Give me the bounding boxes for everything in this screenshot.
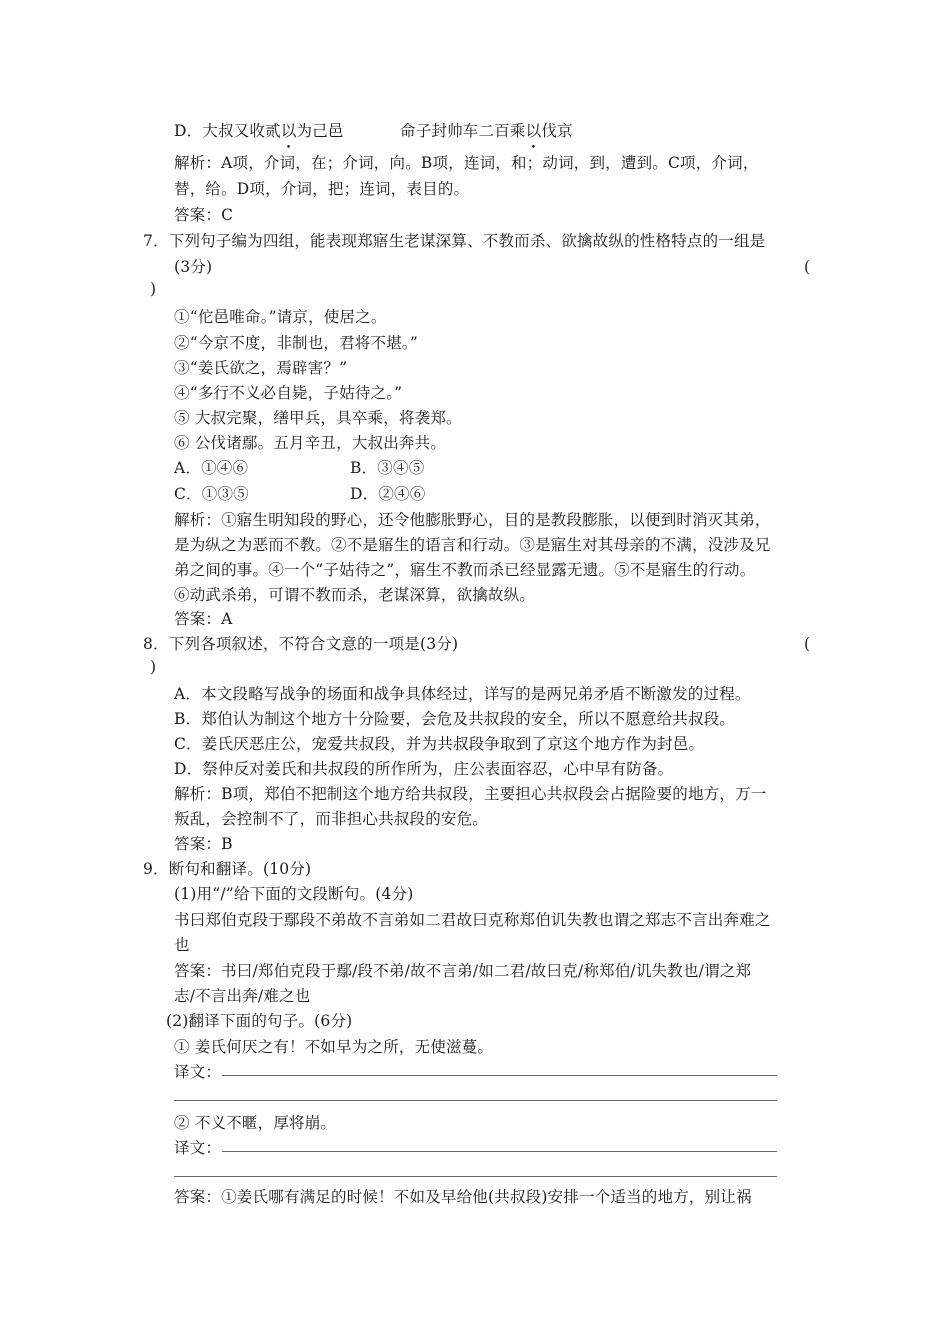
q7-option-c: C．①③⑤ <box>174 485 249 503</box>
q8-option: D．祭仲反对姜氏和共叔段的所作所为，庄公表面容忍，心中早有防备。 <box>174 760 674 778</box>
emphasis-dot-word: 以 <box>280 122 297 140</box>
q7-item: ③“姜氏欲之，焉辟害？” <box>174 359 348 377</box>
emphasis-dot-word: 以 <box>525 122 542 140</box>
q7-answer: 答案：A <box>174 610 233 628</box>
q8-option: B．郑伯认为制这个地方十分险要，会危及共叔段的安全，所以不愿意给共叔段。 <box>174 710 736 728</box>
q7-analysis-line: 是为纵之为恶而不教。②不是寤生的语言和行动。③是寤生对其母亲的不满，没涉及兄 <box>174 536 771 554</box>
answer-line[interactable] <box>174 1176 777 1177</box>
translation-label: 译文： <box>174 1139 222 1157</box>
q9-part2-title: (2)翻译下面的句子。(6分) <box>166 1012 353 1030</box>
q7-option-d: D．②④⑥ <box>350 485 426 503</box>
q9-part1-text: 也 <box>174 936 190 954</box>
q7-stem: 7．下列句子编为四组，能表现郑寤生老谋深算、不教而杀、欲擒故纵的性格特点的一组是 <box>143 232 766 250</box>
q9-part2-answer: 答案：①姜氏哪有满足的时候！不如及早给他(共叔段)安排一个适当的地方，别让祸 <box>174 1188 752 1206</box>
answer-line[interactable] <box>222 1075 777 1076</box>
answer-paren-open: ( <box>804 635 811 653</box>
answer-paren-open: ( <box>804 258 811 276</box>
q7-option-b: B．③④⑤ <box>350 459 425 477</box>
q9-part1-answer: 答案：书曰/郑伯克段于鄢/段不弟/故不言弟/如二君/故曰克/称郑伯/讥失教也/谓之郑 <box>174 962 752 980</box>
q7-option-a: A．①④⑥ <box>174 459 249 477</box>
q7-analysis-line: 弟之间的事。④一个“子姑待之”，寤生不教而杀已经显露无遗。⑤不是寤生的行动。 <box>174 561 756 579</box>
translation-label: 译文： <box>174 1063 222 1081</box>
answer-paren-close: ) <box>150 658 157 676</box>
q8-analysis-line: 叛乱，会控制不了，而非担心共叔段的安危。 <box>174 810 489 828</box>
answer-line[interactable] <box>222 1151 777 1152</box>
q6-option-d: D．大叔又收贰以为己邑 <box>174 122 344 140</box>
q8-analysis-line: 解析：B项，郑伯不把制这个地方给共叔段，主要担心共叔段会占据险要的地方，万一 <box>174 785 767 803</box>
q7-item: ⑥ 公伐诸鄢。五月辛丑，大叔出奔共。 <box>174 434 447 452</box>
q7-item: ⑤ 大叔完聚，缮甲兵，具卒乘，将袭郑。 <box>174 409 462 427</box>
q7-analysis-line: 解析：①寤生明知段的野心，还令他膨胀野心，目的是教段膨胀，以便到时消灭其弟， <box>174 511 771 529</box>
q8-option: A．本文段略写战争的场面和战争具体经过，详写的是两兄弟矛盾不断激发的过程。 <box>174 685 751 703</box>
q6-option-d-second: 命子封帅车二百乘以伐京 <box>400 122 573 140</box>
q9-sentence: ① 姜氏何厌之有！不如早为之所，无使滋蔓。 <box>174 1038 494 1056</box>
q7-item: ④“多行不义必自毙，子姑待之。” <box>174 384 403 402</box>
q8-answer: 答案：B <box>174 835 233 853</box>
answer-line[interactable] <box>174 1100 777 1101</box>
q6-analysis-line: 解析：A项，介词，在；介词，向。B项，连词，和；动词，到，遭到。C项，介词， <box>174 154 759 172</box>
q8-stem: 8．下列各项叙述，不符合文意的一项是(3分) <box>143 635 459 653</box>
q7-analysis-line: ⑥动武杀弟，可谓不教而杀，老谋深算，欲擒故纵。 <box>174 586 536 604</box>
q9-sentence: ② 不义不暱，厚将崩。 <box>174 1114 337 1132</box>
q6-answer: 答案：C <box>174 206 234 224</box>
q7-item: ②“今京不度，非制也，君将不堪。” <box>174 334 418 352</box>
q9-part1-title: (1)用“/”给下面的文段断句。(4分) <box>174 885 414 903</box>
answer-paren-close: ) <box>150 280 157 298</box>
q7-item: ①“佗邑唯命。”请京，使居之。 <box>174 308 387 326</box>
q9-part1-text: 书曰郑伯克段于鄢段不弟故不言弟如二君故曰克称郑伯讥失教也谓之郑志不言出奔难之 <box>174 911 771 929</box>
q9-part1-answer: 志/不言出奔/难之也 <box>174 987 311 1005</box>
q8-option: C．姜氏厌恶庄公，宠爱共叔段，并为共叔段争取到了京这个地方作为封邑。 <box>174 735 705 753</box>
q7-score: (3分) <box>174 258 213 276</box>
q9-stem: 9．断句和翻译。(10分) <box>143 860 312 878</box>
q6-analysis-line: 替，给。D项，介词，把；连词，表目的。 <box>174 180 470 198</box>
